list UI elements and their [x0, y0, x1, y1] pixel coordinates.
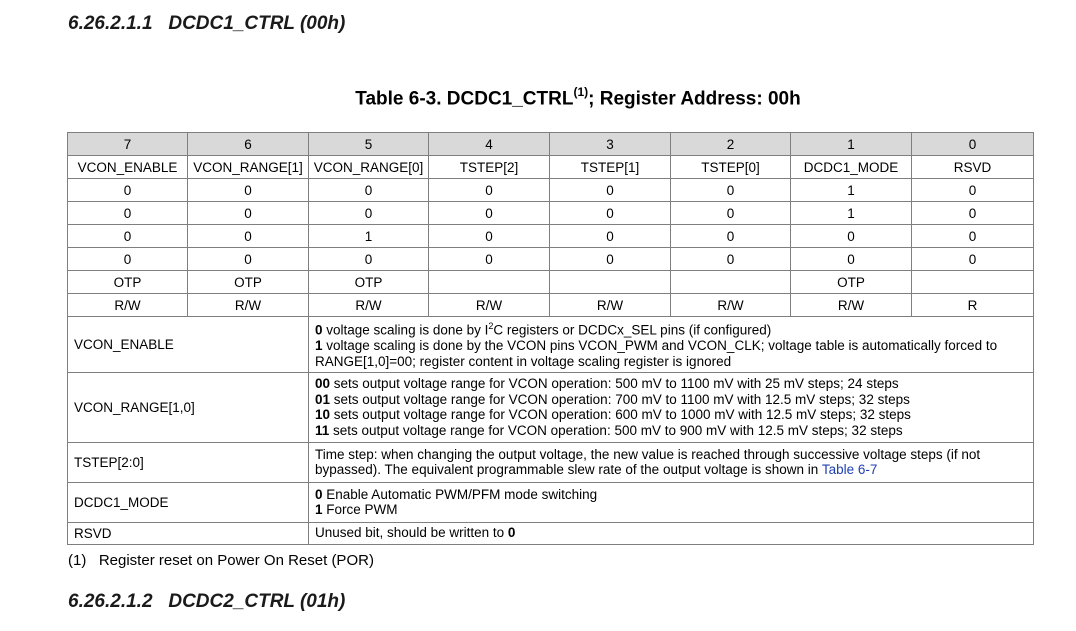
- field-name: TSTEP[1]: [550, 156, 671, 179]
- table-title-prefix: Table 6-3. DCDC1_CTRL: [355, 88, 574, 110]
- description-row-dcdc1-mode: [68, 483, 1034, 523]
- bit-number-row: [68, 133, 1034, 156]
- otp-cell: OTP: [68, 271, 188, 294]
- access-type: R/W: [429, 294, 550, 317]
- reset-value: 0: [791, 225, 912, 248]
- access-type: R/W: [791, 294, 912, 317]
- description-text: Unused bit, should be written to 0: [309, 523, 1034, 545]
- reset-value: 0: [68, 248, 188, 271]
- reset-value: 0: [68, 202, 188, 225]
- bit-number: 1: [791, 133, 912, 156]
- reset-value: 0: [550, 225, 671, 248]
- access-type: R/W: [68, 294, 188, 317]
- access-type: R/W: [309, 294, 429, 317]
- reset-value: 0: [550, 202, 671, 225]
- description-row-vcon-enable: [68, 317, 1034, 373]
- bit-number: 0: [912, 133, 1034, 156]
- field-name: TSTEP[0]: [671, 156, 791, 179]
- reset-value: 0: [188, 202, 309, 225]
- reset-value-row: [68, 179, 1034, 202]
- reset-value: 0: [429, 202, 550, 225]
- reset-value: 0: [429, 225, 550, 248]
- bit-number: 4: [429, 133, 550, 156]
- reset-value: 0: [912, 248, 1034, 271]
- description-field-name: VCON_ENABLE: [68, 317, 309, 373]
- bit-number: 3: [550, 133, 671, 156]
- reset-value: 0: [188, 248, 309, 271]
- access-type: R/W: [550, 294, 671, 317]
- description-row-tstep: [68, 443, 1034, 483]
- otp-cell: OTP: [188, 271, 309, 294]
- reset-value-row: [68, 248, 1034, 271]
- table-title: [0, 86, 1076, 110]
- otp-cell: OTP: [309, 271, 429, 294]
- access-type: R/W: [188, 294, 309, 317]
- description-field-name: RSVD: [68, 523, 309, 545]
- table-footnote: (1) Register reset on Power On Reset (POR): [68, 552, 374, 569]
- field-name-row: [68, 156, 1034, 179]
- description-field-name: VCON_RANGE[1,0]: [68, 373, 309, 443]
- reset-value: 0: [912, 202, 1034, 225]
- table-6-7-link[interactable]: Table 6-7: [821, 462, 878, 477]
- otp-cell: [671, 271, 791, 294]
- access-type: R/W: [671, 294, 791, 317]
- otp-cell: OTP: [791, 271, 912, 294]
- reset-value: 0: [912, 225, 1034, 248]
- description-text: Time step: when changing the output voltage, the new value is reached through successive voltage steps (if not bypassed). The equivalent programmable slew rate of the output voltage is shown in Table 6-7: [309, 443, 1034, 483]
- reset-value: 0: [68, 225, 188, 248]
- reset-value: 0: [912, 179, 1034, 202]
- otp-cell: [912, 271, 1034, 294]
- description-row-rsvd: [68, 523, 1034, 545]
- field-name: VCON_ENABLE: [68, 156, 188, 179]
- bit-number: 6: [188, 133, 309, 156]
- reset-value: 0: [550, 248, 671, 271]
- reset-value: 0: [188, 225, 309, 248]
- reset-value: 0: [550, 179, 671, 202]
- reset-value: 1: [791, 202, 912, 225]
- table-footnote-ref: (1): [573, 85, 589, 99]
- reset-value-row: [68, 225, 1034, 248]
- reset-value: 0: [671, 202, 791, 225]
- description-text: 00 sets output voltage range for VCON operation: 500 mV to 1100 mV with 25 mV steps; 24 steps 01 sets output voltage range for VCON operation: 700 mV to 1100 mV with 12.5 mV steps; 32 steps 10 sets output voltage range for VCON operation: 600 mV to 1000 mV with 12.5 mV steps; 32 steps 11 sets output voltage range for VCON operation: 500 mV to 900 mV with 12.5 mV steps; 32 steps: [309, 373, 1034, 443]
- otp-cell: [550, 271, 671, 294]
- description-text: 0 Enable Automatic PWM/PFM mode switching 1 Force PWM: [309, 483, 1034, 523]
- section-heading: 6.26.2.1.1 DCDC1_CTRL (00h): [68, 13, 346, 34]
- bit-number: 5: [309, 133, 429, 156]
- description-row-vcon-range: [68, 373, 1034, 443]
- bit-number: 7: [68, 133, 188, 156]
- description-text: 0 voltage scaling is done by $I^2C$ registers or DCDCx_SEL pins (if configured) 1 voltage scaling is done by the VCON pins VCON_PWM and VCON_CLK; voltage table is automatically forced to RANGE[1,0]=00; register content in voltage scaling register is ignored: [309, 317, 1034, 373]
- access-type: R: [912, 294, 1034, 317]
- reset-value: 0: [671, 248, 791, 271]
- reset-value: 1: [791, 179, 912, 202]
- reset-value: 0: [188, 179, 309, 202]
- field-name: VCON_RANGE[0]: [309, 156, 429, 179]
- access-row: [68, 294, 1034, 317]
- table-title-suffix: ; Register Address: 00h: [588, 88, 801, 110]
- reset-value: 0: [429, 248, 550, 271]
- description-field-name: TSTEP[2:0]: [68, 443, 309, 483]
- reset-value: 0: [309, 248, 429, 271]
- reset-value: 0: [429, 179, 550, 202]
- reset-value: 1: [309, 225, 429, 248]
- field-name: VCON_RANGE[1]: [188, 156, 309, 179]
- otp-cell: [429, 271, 550, 294]
- next-section-heading: 6.26.2.1.2 DCDC2_CTRL (01h): [68, 591, 346, 612]
- reset-value: 0: [309, 202, 429, 225]
- reset-value: 0: [791, 248, 912, 271]
- reset-value: 0: [309, 179, 429, 202]
- field-name: DCDC1_MODE: [791, 156, 912, 179]
- field-name: RSVD: [912, 156, 1034, 179]
- field-name: TSTEP[2]: [429, 156, 550, 179]
- reset-value: 0: [671, 179, 791, 202]
- bit-number: 2: [671, 133, 791, 156]
- otp-row: [68, 271, 1034, 294]
- reset-value: 0: [68, 179, 188, 202]
- description-field-name: DCDC1_MODE: [68, 483, 309, 523]
- reset-value: 0: [671, 225, 791, 248]
- reset-value-row: [68, 202, 1034, 225]
- register-table: [67, 132, 1034, 545]
